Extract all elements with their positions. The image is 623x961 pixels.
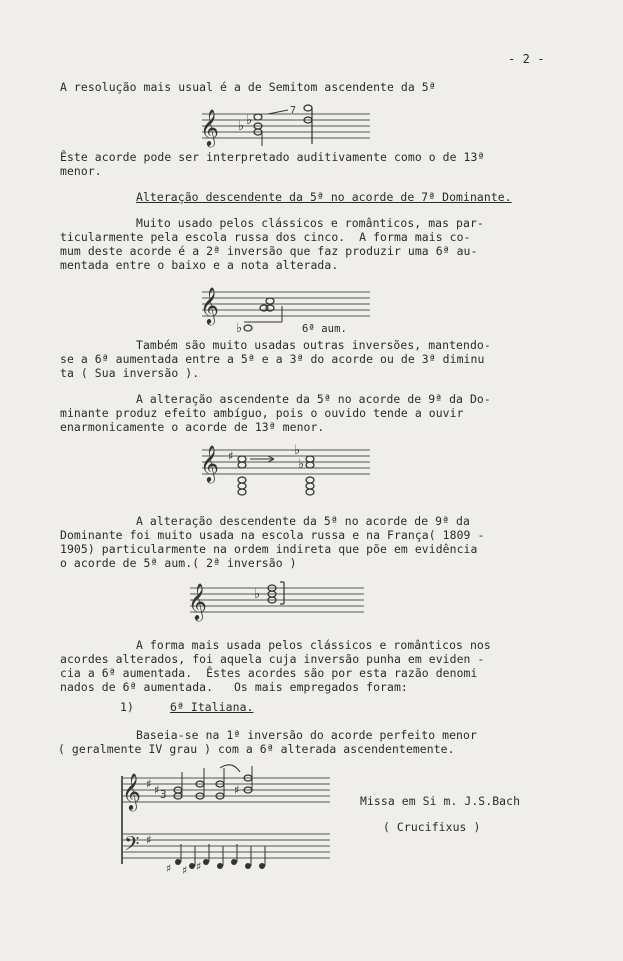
svg-text:♭: ♭ — [254, 587, 261, 602]
page-number: - 2 - — [508, 52, 545, 66]
seven-mark: 7 — [290, 105, 297, 116]
example-title: Missa em Si m. J.S.Bach — [360, 794, 521, 808]
interval-label: 6ª aum. — [302, 323, 347, 335]
text-line: menor. — [60, 164, 102, 178]
text-line: nados de 6ª aumentada. Os mais empregados foram: — [60, 680, 408, 694]
svg-text:𝄞: 𝄞 — [122, 772, 141, 810]
svg-text:♯: ♯ — [182, 864, 188, 877]
text-line: ( geralmente IV grau ) com a 6ª alterada ascendentemente. — [58, 742, 455, 756]
section-heading: Alteração descendente da 5ª no acorde de 7ª Dominante. — [136, 190, 512, 204]
text-line: o acorde de 5ª aum.( 2ª inversão ) — [60, 556, 297, 570]
list-item-title: 6ª Italiana. — [170, 700, 254, 714]
svg-text:𝄢: 𝄢 — [124, 832, 140, 860]
text-line: Muito usado pelos clássicos e românticos, mas par- — [136, 216, 484, 230]
music-example-bach — [116, 762, 336, 888]
text-line: 1905) particularmente na ordem indireta que põe em evidência — [60, 542, 478, 556]
text-line: Também são muito usadas outras inversões, mantendo- — [136, 338, 491, 352]
music-example-1 — [198, 100, 374, 148]
example-subtitle: ( Crucifixus ) — [383, 820, 481, 834]
svg-text:♯: ♯ — [228, 449, 234, 463]
svg-text:𝄞: 𝄞 — [200, 108, 219, 146]
text-line: acordes alterados, foi aquela cuja inversão punha em eviden - — [60, 652, 485, 666]
svg-text:𝄞: 𝄞 — [188, 582, 207, 620]
text-line: A alteração descendente da 5ª no acorde de 9ª da — [136, 514, 470, 528]
svg-text:♯: ♯ — [146, 777, 152, 791]
text-line: A resolução mais usual é a de Semitom ascendente da 5ª — [60, 80, 436, 94]
svg-text:𝄞: 𝄞 — [200, 286, 219, 324]
text-line: A alteração ascendente da 5ª no acorde de 9ª da Do- — [136, 392, 491, 406]
svg-text:♭: ♭ — [294, 443, 301, 458]
svg-text:♯: ♯ — [196, 860, 202, 873]
svg-text:♭: ♭ — [298, 457, 305, 472]
svg-text:♯: ♯ — [154, 783, 160, 797]
music-example-4 — [186, 574, 368, 628]
text-line: enarmonicamente o acorde de 13ª menor. — [60, 420, 325, 434]
music-example-3 — [198, 440, 374, 508]
svg-text:♯: ♯ — [166, 862, 172, 875]
text-line: ticularmente pela escola russa dos cinco. A forma mais co- — [60, 230, 471, 244]
text-line: Baseia-se na 1ª inversão do acorde perfeito menor — [136, 728, 477, 742]
text-line: mum deste acorde é a 2ª inversão que faz produzir uma 6ª au- — [60, 244, 478, 258]
text-line: ta ( Sua inversão ). — [60, 366, 200, 380]
text-line: minante produz efeito ambíguo, pois o ouvido tende a ouvir — [60, 406, 464, 420]
music-example-2 — [198, 284, 374, 336]
svg-text:♯: ♯ — [234, 783, 240, 797]
svg-text:♭: ♭ — [236, 321, 243, 336]
text-line: cia a 6ª aumentada. Êstes acordes são por esta razão denomi — [60, 666, 478, 680]
text-line: A forma mais usada pelos clássicos e românticos nos — [136, 638, 491, 652]
text-line: mentada entre o baixo e a nota alterada. — [60, 258, 339, 272]
list-item-number: 1) — [120, 700, 134, 714]
text-line: Dominante foi muito usada na escola russa e na França( 1809 - — [60, 528, 485, 542]
text-line: Êste acorde pode ser interpretado auditivamente como o de 13ª — [60, 150, 485, 164]
svg-text:♯: ♯ — [146, 833, 152, 847]
svg-text:♭: ♭ — [238, 119, 245, 134]
svg-text:♭: ♭ — [246, 113, 253, 128]
svg-text:𝄞: 𝄞 — [200, 444, 219, 482]
text-line: se a 6ª aumentada entre a 5ª e a 3ª do acorde ou de 3ª diminu — [60, 352, 485, 366]
svg-text:3: 3 — [160, 788, 167, 801]
